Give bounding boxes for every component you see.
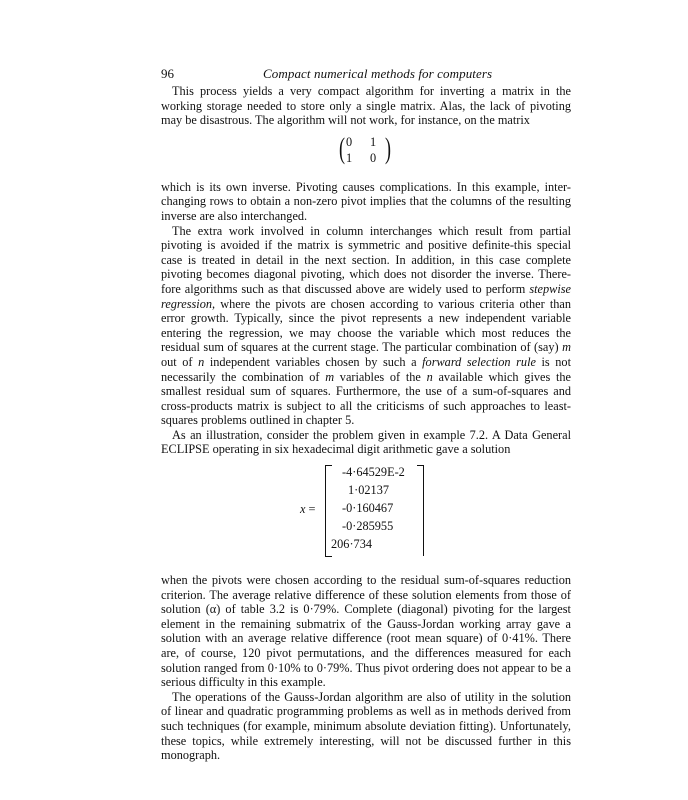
matrix-cell: 1 (370, 134, 377, 149)
book-page (161, 62, 571, 763)
paragraph-pivoting: The extra work involved in column interchanges which result from partial pivoting is avoided if the matrix is symmetric and positive definite-this special case is treated in detail in the next section. In addition, in this case complete pivoting becomes diagonal pivoting, which does not disorder the inverse. There-fore algorithms such as that discussed above are widely used to perform stepwise regression, where the pivots are chosen according to various criteria other than error growth. Typically, since the pivot represents a new independent variable entering the regression, we may choose the variable which most reduces the residual sum of squares at the current stage. The particular combination of (say) m out of n independent variables chosen by such a forward selection rule is not necessarily the combination of m variables of the n available which gives the smallest residual sum of squares. Furthermore, the use of a sum-of-squares and cross-products matrix is subject to all the criticisms of such approaches to least-squares problems outlined in chapter 5. (161, 223, 571, 428)
paragraph-illustration: As an illustration, consider the problem given in example 7.2. A Data General ECLIPSE operating in six hexadecimal digit arithmetic gave a solution (161, 427, 571, 457)
paragraph-intro: This process yields a very compact algorithm for inverting a matrix in the working storage needed to store only a single matrix. Alas, the lack of pivoting may be disastrous. The algorithm will not work, for instance, on the matrix (161, 84, 571, 128)
matrix-cell: 0 (370, 150, 377, 165)
right-bracket (417, 465, 424, 556)
paragraph-programming: The operations of the Gauss-Jordan algorithm are also of utility in the solution of linear and quadratic programming problems as well as in methods derived from such techniques (for example, minimum absolute deviation fitting). Unfortunately, these topics, while extremely interesting, will not be discussed further in this monograph. (161, 689, 571, 763)
vector-entry: -0·285955 (342, 519, 394, 534)
solution-vector (161, 461, 571, 565)
left-parenthesis: ( (339, 131, 345, 165)
vector-entry: -4·64529E-2 (342, 465, 405, 480)
vector-entry: 1·02137 (348, 483, 389, 498)
page-number: 96 (161, 66, 174, 81)
running-title: Compact numerical methods for computers (263, 66, 493, 81)
page-header (161, 62, 571, 84)
paragraph-results: when the pivots were chosen according to the residual sum-of-squares reduction criterion. The average relative difference of these solution elements from those of solution (α) of table 3.2 is 0·79%. Complete (diagonal) pivoting for the largest element in the remaining submatrix of the Gauss-Jordan working array gave a solution with an average relative difference (root mean square) of 0·41%. There are, of course, 120 pivot permutations, and the differences measured for each solution ranged from 0·10% to 0·79%. Thus pivot ordering does not appear to be a serious difficulty in this example. (161, 573, 571, 690)
vector-entry: -0·160467 (342, 501, 394, 516)
example-matrix (161, 132, 571, 172)
right-parenthesis: ) (385, 131, 391, 165)
vector-label: x = (300, 502, 316, 517)
matrix-cell: 0 (346, 134, 353, 149)
vector-entry: 206·734 (331, 537, 372, 552)
paragraph-inverse: which is its own inverse. Pivoting causes complications. In this example, inter-changing rows to obtain a non-zero pivot implies that the columns of the resulting inverse are also interchanged. (161, 179, 571, 223)
matrix-cell: 1 (346, 150, 353, 165)
